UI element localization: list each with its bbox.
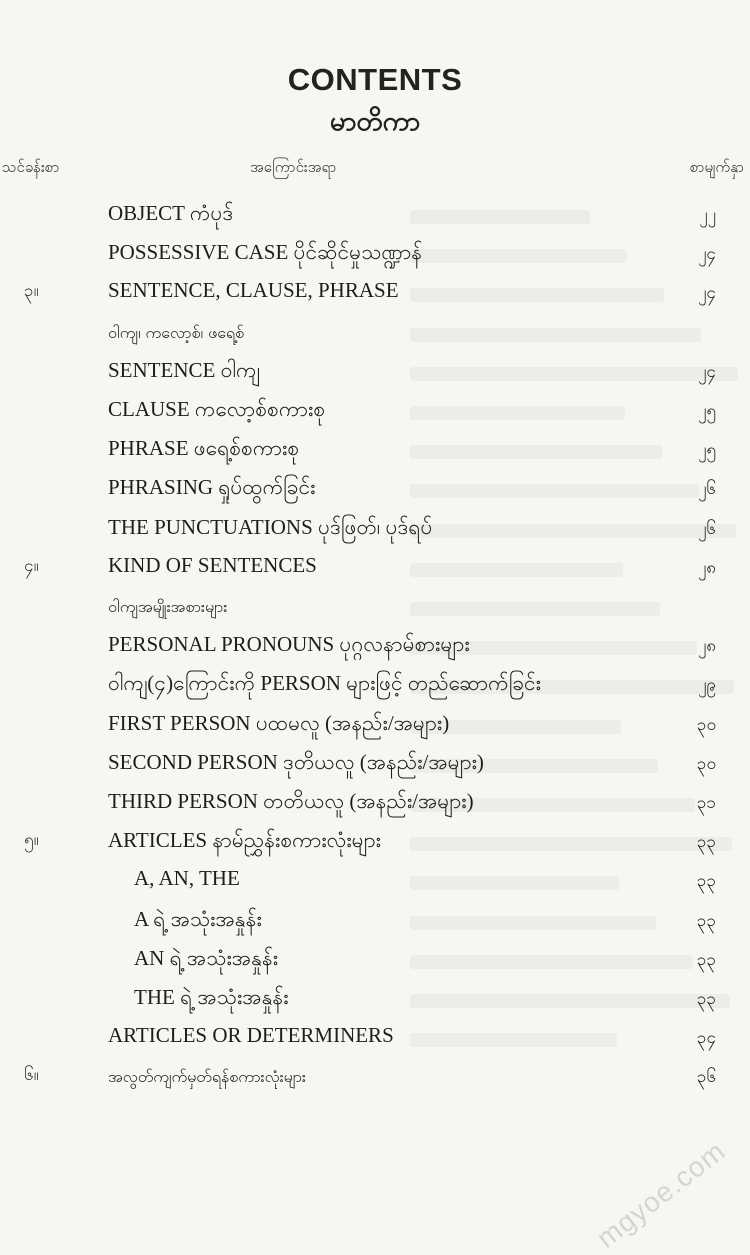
toc-row [0, 314, 750, 354]
toc-row [0, 588, 750, 628]
toc-row [0, 235, 750, 275]
toc-row [0, 627, 750, 667]
toc-entry-text: CLAUSE ကလော့စ်စကားစု [108, 397, 326, 421]
lesson-number: ၆။ [24, 1065, 39, 1086]
toc-row [0, 706, 750, 746]
toc-entry-text: SENTENCE ဝါကျ [108, 357, 260, 382]
toc-entry-text: THE PUNCTUATIONS ပုဒ်ဖြတ်၊ ပုဒ်ရပ် [108, 514, 433, 539]
page-number: ၂၄ [698, 244, 716, 265]
page-number: ၃၆ [696, 1067, 716, 1088]
toc-row [0, 823, 750, 863]
toc-entry-text: KIND OF SENTENCES [108, 552, 317, 577]
column-header-lesson: သင်ခန်းစာ [2, 158, 60, 176]
toc-row [0, 666, 750, 706]
lesson-number: ၃။ [24, 281, 39, 302]
toc-row [0, 862, 750, 902]
page-number: ၂၄ [698, 283, 716, 304]
page-number: ၂၅ [698, 440, 716, 461]
page-number: ၂၅ [698, 401, 716, 421]
toc-entry-text: PHRASE ဖရေ့စ်စကားစု [108, 436, 300, 461]
toc-entry-text: PERSONAL PRONOUNS ပုဂ္ဂလနာမ်စားများ [108, 632, 470, 657]
toc-row [0, 510, 750, 550]
toc-entry-text: ARTICLES OR DETERMINERS [108, 1023, 394, 1048]
toc-row [0, 1019, 750, 1059]
toc-row [0, 941, 750, 981]
page-number: ၂၂ [699, 205, 716, 225]
page-number: ၂၆ [698, 518, 716, 539]
page-number: ၃၀ [696, 753, 716, 774]
page-number: ၃၄ [696, 1028, 716, 1049]
toc-row [0, 784, 750, 824]
page-number: ၃၁ [696, 793, 716, 813]
page-number: ၂၄ [698, 361, 716, 382]
toc-entry-text: AN ရဲ့ အသုံးအနှုန်း [134, 945, 279, 970]
toc-entry-text: A ရဲ့ အသုံးအနှုန်း [134, 906, 262, 931]
toc-entry-text: SENTENCE, CLAUSE, PHRASE [108, 278, 399, 303]
toc-row [0, 196, 750, 236]
toc-row [0, 431, 750, 471]
toc-row [0, 745, 750, 785]
toc-row [0, 549, 750, 589]
toc-entry-text: FIRST PERSON ပထမလူ (အနည်း/အများ) [108, 710, 450, 735]
page-number: ၂၈ [697, 636, 716, 657]
page-number: ၃၃ [696, 832, 716, 853]
page-subtitle: မာတိကာ [329, 106, 421, 137]
lesson-number: ၄။ [24, 555, 39, 576]
column-header-page: စာမျက်နှာ [689, 158, 744, 176]
page-number: ၃၃ [696, 989, 716, 1009]
toc-entry-text: SECOND PERSON ဒုတိယလူ (အနည်း/အများ) [108, 749, 484, 774]
toc-entry-text: ဝါကျ(၄)ကြောင်းကို PERSON များဖြင့် တည်ဆောက်ခြင်း [108, 671, 542, 696]
page-number: ၂၉ [698, 675, 716, 696]
toc-entry-text: PHRASING ရှုပ်ထွက်ခြင်း [108, 475, 316, 500]
toc-entry-text: THIRD PERSON တတိယလူ (အနည်း/အများ) [108, 789, 474, 813]
page-number: ၃၃ [696, 910, 716, 931]
toc-row [0, 274, 750, 314]
page-number: ၃၃ [696, 949, 716, 970]
column-header-topic: အကြောင်းအရာ [250, 158, 337, 176]
toc-row [0, 1058, 750, 1098]
toc-row [0, 470, 750, 510]
toc-entry-text: POSSESSIVE CASE ပိုင်ဆိုင်မှုသဏ္ဍာန် [108, 240, 423, 265]
toc-entry-text: A, AN, THE [134, 866, 240, 891]
toc-entry-text: အလွတ်ကျက်မှတ်ရန်စကားလုံးများ [108, 1067, 306, 1087]
page-number: ၃၀ [696, 714, 716, 735]
toc-entry-text: ဝါကျ၊ ကလော့စ်၊ ဖရေ့စ် [108, 322, 245, 342]
toc-row [0, 392, 750, 432]
toc-row [0, 353, 750, 393]
watermark: mgyoe.com [591, 1134, 732, 1254]
toc-row [0, 980, 750, 1020]
page-number: ၃၃ [696, 871, 716, 892]
toc-entry-text: ဝါကျအမျိုးအစားများ [108, 597, 228, 616]
toc-entry-text: THE ရဲ့ အသုံးအနှုန်း [134, 985, 289, 1009]
toc-entry-text: ARTICLES နာမ်ညွှန်းစကားလုံးများ [108, 828, 381, 853]
page-title: CONTENTS [287, 62, 463, 97]
lesson-number: ၅။ [24, 830, 39, 851]
toc-entry-text: OBJECT ကံပုဒ် [108, 201, 234, 225]
page-number: ၂၈ [697, 557, 716, 578]
page-number: ၂၆ [698, 479, 716, 500]
toc-row [0, 902, 750, 942]
